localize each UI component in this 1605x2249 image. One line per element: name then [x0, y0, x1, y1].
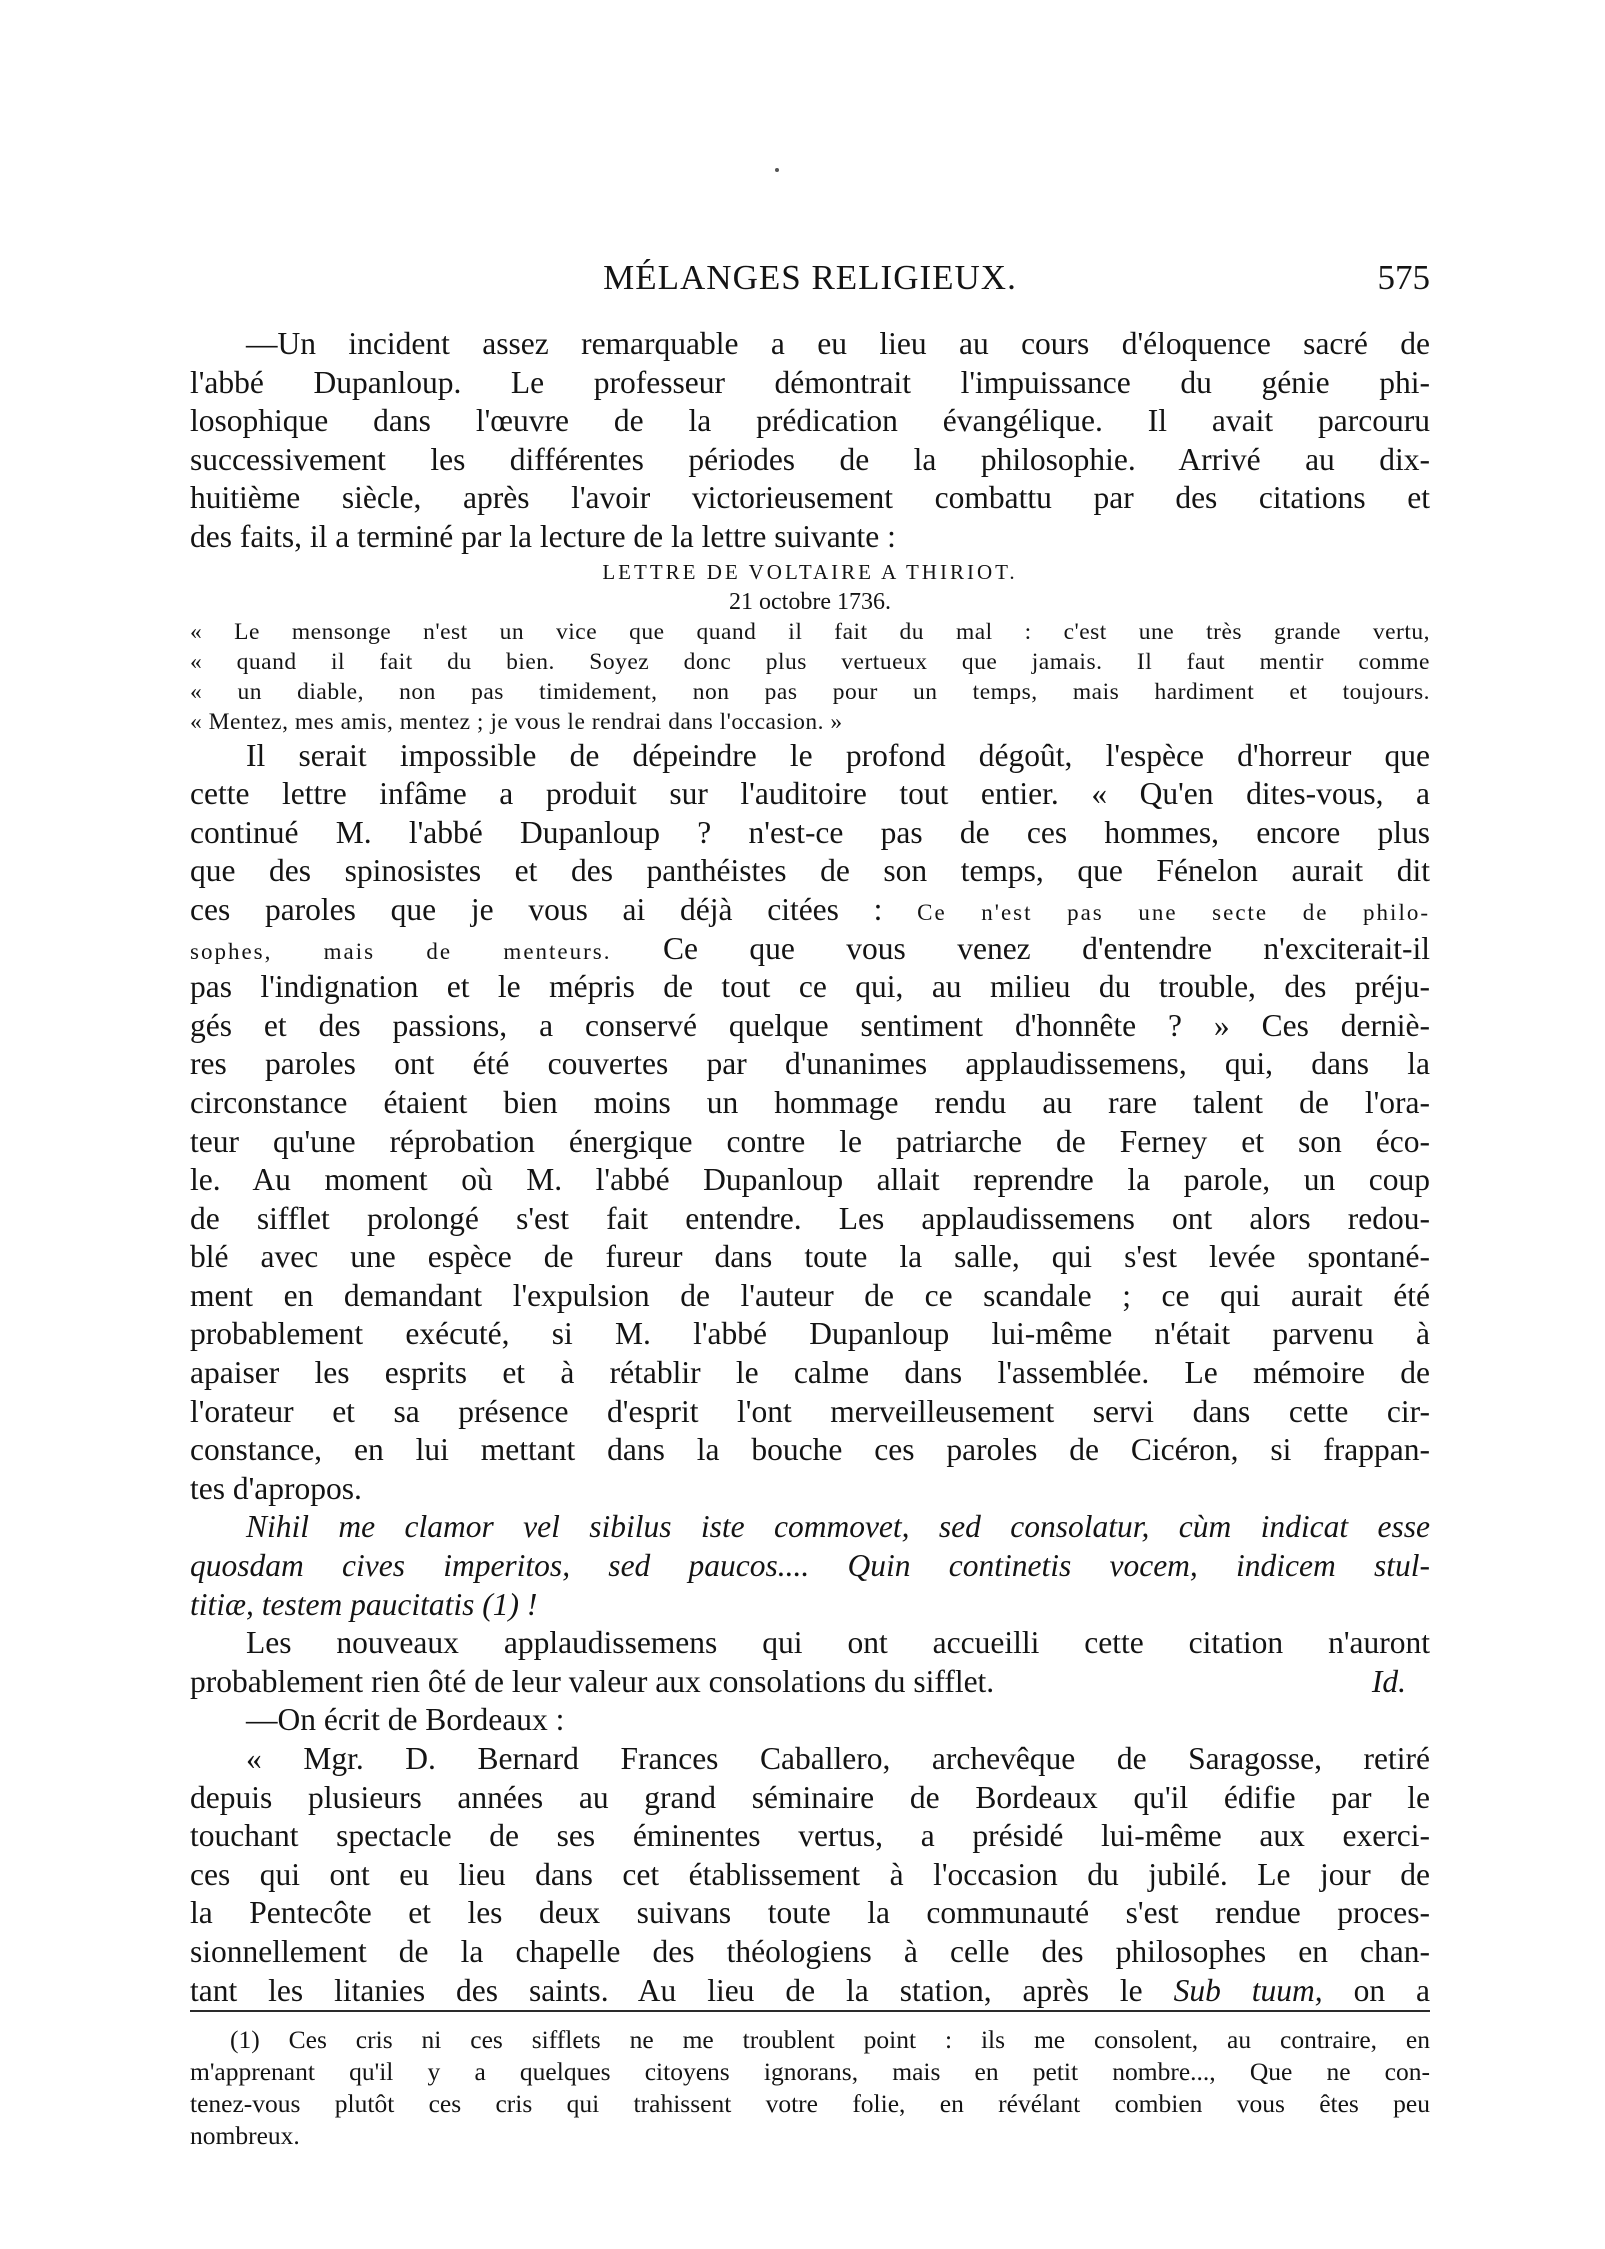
text-line: Les nouveaux applaudissemens qui ont accueilli cette citation n'auront — [246, 1625, 1430, 1661]
text-line: successivement les différentes périodes de la philosophie. Arrivé au dix- — [190, 441, 1430, 477]
italic-run: Sub tuum, — [1173, 1972, 1323, 2008]
paragraph-bordeaux-intro: —On écrit de Bordeaux : — [246, 1702, 565, 1738]
footnote-rule — [190, 2010, 1430, 2012]
text-line: sionnellement de la chapelle des théologiens à celle des philosophes en chan- — [190, 1933, 1430, 1969]
text-line: gés et des passions, a conservé quelque sentiment d'honnête ? » Ces derniè- — [190, 1007, 1430, 1043]
running-title: MÉLANGES RELIGIEUX. — [603, 258, 1017, 297]
text-line: touchant spectacle de ses éminentes vertus, a présidé lui-même aux exerci- — [190, 1818, 1430, 1854]
text-line: le. Au moment où M. l'abbé Dupanloup allait reprendre la parole, un coup — [190, 1162, 1430, 1198]
text-line: probablement exécuté, si M. l'abbé Dupanloup lui-même n'était parvenu à — [190, 1316, 1430, 1352]
text-line: la Pentecôte et les deux suivans toute la communauté s'est rendue proces- — [190, 1895, 1430, 1931]
paragraph-incident — [190, 325, 1430, 557]
small-caps-quote: sophes, mais de menteurs. — [190, 938, 612, 964]
paragraph-bordeaux — [190, 1740, 1430, 2010]
text-line: l'orateur et sa présence d'esprit l'ont merveilleusement servi dans cette cir- — [190, 1393, 1430, 1429]
text-line — [190, 1663, 1430, 1702]
text-line: blé avec une espèce de fureur dans toute la salle, qui s'est levée spontané- — [190, 1239, 1430, 1275]
small-caps-quote: Ce n'est pas une secte de philo- — [917, 899, 1430, 925]
text-line: res paroles ont été couvertes par d'unanimes applaudissemens, qui, dans la — [190, 1046, 1430, 1082]
quote-line: « un diable, non pas timidement, non pas pour un temps, mais hardiment et toujours. — [190, 678, 1430, 705]
footnote-line: nombreux. — [190, 2121, 300, 2150]
text-line: l'abbé Dupanloup. Le professeur démontrait l'impuissance du génie phi- — [190, 364, 1430, 400]
quote-line: « quand il fait du bien. Soyez donc plus vertueux que jamais. Il faut mentir comme — [190, 648, 1430, 675]
signature: Id. — [1371, 1663, 1406, 1699]
text-line: depuis plusieurs années au grand séminaire de Bordeaux qu'il édifie par le — [190, 1779, 1430, 1815]
quote-line: « Le mensonge n'est un vice que quand il fait du mal : c'est une très grande vertu, — [190, 618, 1430, 645]
footnote-line: tenez-vous plutôt ces cris qui trahissent votre folie, en révélant combien vous êtes peu — [190, 2089, 1430, 2118]
text-line: ment en demandant l'expulsion de l'auteur de ce scandale ; ce qui aurait été — [190, 1277, 1430, 1313]
latin-line: titiæ, testem paucitatis (1) ! — [190, 1586, 538, 1622]
paragraph-reaction — [190, 737, 1430, 1509]
text-line: que des spinosistes et des panthéistes de son temps, que Fénelon aurait dit — [190, 853, 1430, 889]
letter-title: LETTRE DE VOLTAIRE A THIRIOT. — [602, 559, 1018, 584]
letter-date: 21 octobre 1736. — [729, 588, 891, 615]
quote-line: « Mentez, mes amis, mentez ; je vous le rendrai dans l'occasion. » — [190, 708, 843, 735]
latin-citation — [190, 1508, 1430, 1624]
latin-line: quosdam cives imperitos, sed paucos.... Quin continetis vocem, indicem stul- — [190, 1548, 1430, 1584]
text-line: tes d'apropos. — [190, 1470, 362, 1506]
text-line: de sifflet prolongé s'est fait entendre. Les applaudissemens ont alors redou- — [190, 1200, 1430, 1236]
latin-line: Nihil me clamor vel sibilus iste commovet, sed consolatur, cùm indicat esse — [246, 1509, 1430, 1545]
page-speck — [775, 168, 779, 172]
text-line: huitième siècle, après l'avoir victorieusement combattu par des citations et — [190, 480, 1430, 516]
text-line: ces qui ont eu lieu dans cet établissement à l'occasion du jubilé. Le jour de — [190, 1856, 1430, 1892]
footnote — [190, 2024, 1430, 2152]
paragraph-applause — [190, 1624, 1430, 1701]
page-header — [190, 253, 1430, 303]
footnote-line: m'apprenant qu'il y a quelques citoyens ignorans, mais en petit nombre..., Que ne con- — [190, 2057, 1430, 2086]
text-line: des faits, il a terminé par la lecture de la lettre suivante : — [190, 518, 896, 554]
text-line: —Un incident assez remarquable a eu lieu au cours d'éloquence sacré de — [246, 326, 1430, 361]
text-line: pas l'indignation et le mépris de tout ce qui, au milieu du trouble, des préju- — [190, 969, 1430, 1005]
letter-quote — [190, 617, 1430, 737]
text-line: teur qu'une réprobation énergique contre le patriarche de Ferney et son éco- — [190, 1123, 1430, 1159]
text-line — [190, 891, 1430, 930]
text-line: « Mgr. D. Bernard Frances Caballero, archevêque de Saragosse, retiré — [246, 1741, 1430, 1776]
text-run: Ce que vous venez d'entendre n'exciterait-il — [662, 930, 1430, 966]
text-run: ces paroles que je vous ai déjà citées : — [190, 891, 883, 927]
text-line: constance, en lui mettant dans la bouche ces paroles de Cicéron, si frappan- — [190, 1432, 1430, 1468]
text-line: continué M. l'abbé Dupanloup ? n'est-ce pas de ces hommes, encore plus — [190, 814, 1430, 850]
text-line: apaiser les esprits et à rétablir le calme dans l'assemblée. Le mémoire de — [190, 1355, 1430, 1391]
text-line — [190, 1972, 1430, 2011]
text-run: on a — [1353, 1972, 1430, 2008]
text-line — [190, 930, 1430, 969]
text-line: cette lettre infâme a produit sur l'auditoire tout entier. « Qu'en dites-vous, a — [190, 776, 1430, 812]
page-number: 575 — [1377, 258, 1430, 297]
text-line: losophique dans l'œuvre de la prédication évangélique. Il avait parcouru — [190, 403, 1430, 439]
page-body — [190, 325, 1430, 2010]
text-line: circonstance étaient bien moins un hommage rendu au rare talent de l'ora- — [190, 1084, 1430, 1120]
footnote-line: (1) Ces cris ni ces sifflets ne me troublent point : ils me consolent, au contraire, en — [230, 2025, 1430, 2054]
text-run: tant les litanies des saints. Au lieu de la station, après le — [190, 1972, 1143, 2008]
text-run: probablement rien ôté de leur valeur aux consolations du sifflet. — [190, 1663, 995, 1699]
text-line: Il serait impossible de dépeindre le profond dégoût, l'espèce d'horreur que — [246, 737, 1430, 773]
